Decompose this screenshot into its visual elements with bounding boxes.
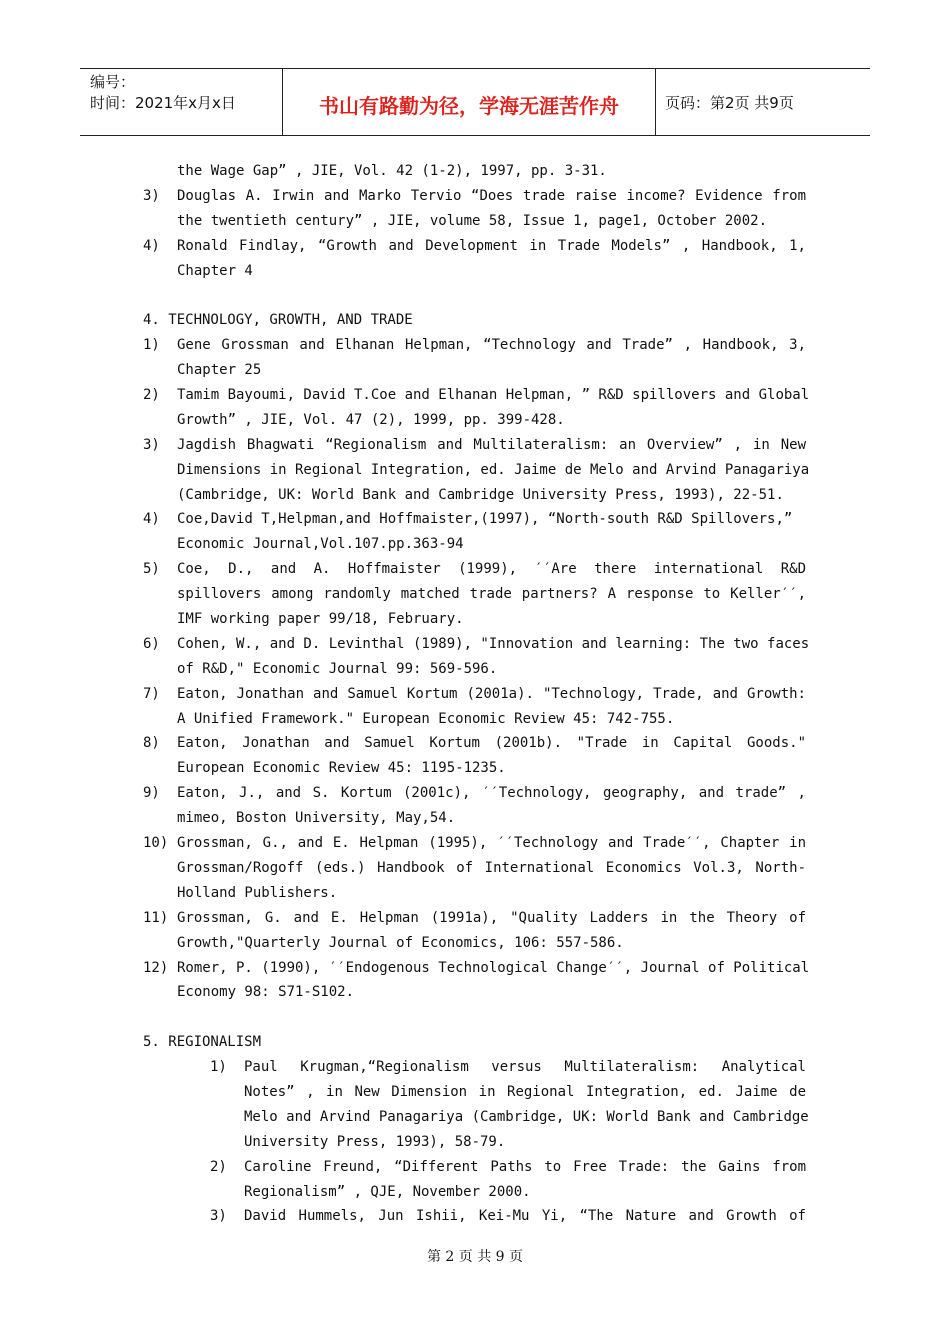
section-title: 5. REGIONALISM <box>143 1034 262 1051</box>
list-item <box>0 632 950 657</box>
reference-text: Eaton, J., and S. Kortum (2001c), ′′Technology, geography, and trade” , <box>177 785 806 802</box>
reference-text: Regionalism” , QJE, November 2000. <box>244 1183 531 1200</box>
item-number: 6) <box>143 635 160 652</box>
item-number: 3) <box>210 1208 227 1225</box>
item-number: 12) <box>143 959 169 976</box>
list-item <box>0 1055 950 1080</box>
reference-text: Douglas A. Irwin and Marko Tervio “Does trade raise income? Evidence from <box>177 187 806 204</box>
reference-text: Melo and Arvind Panagariya (Cambridge, UK: World Bank and Cambridge <box>244 1108 809 1125</box>
reference-text: Economy 98: S71-S102. <box>177 984 355 1001</box>
header-bottom-rule <box>80 135 870 136</box>
reference-text: Eaton, Jonathan and Samuel Kortum (2001b). "Trade in Capital Goods." <box>177 735 806 752</box>
reference-text: Tamim Bayoumi, David T.Coe and Elhanan Helpman, ” R&D spillovers and Global <box>177 387 810 404</box>
reference-text: Grossman/Rogoff (eds.) Handbook of International Economics Vol.3, North- <box>177 859 806 876</box>
section-heading <box>0 308 950 333</box>
text-line <box>0 159 950 184</box>
reference-text: Romer, P. (1990), ′′Endogenous Technological Change′′, Journal of Political <box>177 959 810 976</box>
list-item <box>0 956 950 981</box>
section-heading <box>0 1030 950 1055</box>
item-number: 2) <box>143 387 160 404</box>
text-line <box>0 756 950 781</box>
item-number: 3) <box>143 187 160 204</box>
list-item <box>0 906 950 931</box>
text-line <box>0 358 950 383</box>
item-number: 4) <box>143 511 160 528</box>
text-line <box>0 1080 950 1105</box>
reference-text: A Unified Framework." European Economic Review 45: 742-755. <box>177 710 675 727</box>
text-line <box>0 458 950 483</box>
reference-text: Gene Grossman and Elhanan Helpman, “Technology and Trade” , Handbook, 3, <box>177 337 806 354</box>
reference-text: Economic Journal,Vol.107.pp.363-94 <box>177 536 464 553</box>
reference-text: Growth” , JIE, Vol. 47 (2), 1999, pp. 399-428. <box>177 411 565 428</box>
list-item <box>0 383 950 408</box>
text-line <box>0 707 950 732</box>
reference-text: Dimensions in Regional Integration, ed. Jaime de Melo and Arvind Panagariya <box>177 461 810 478</box>
list-item <box>0 731 950 756</box>
item-number: 10) <box>143 835 169 852</box>
reference-text: European Economic Review 45: 1195-1235. <box>177 760 506 777</box>
item-number: 7) <box>143 685 160 702</box>
list-item <box>0 831 950 856</box>
header-divider-right <box>655 68 656 136</box>
reference-text: Caroline Freund, “Different Paths to Free Trade: the Gains from <box>244 1158 806 1175</box>
list-item <box>0 333 950 358</box>
text-line <box>0 1105 950 1130</box>
reference-text: Eaton, Jonathan and Samuel Kortum (2001a). "Technology, Trade, and Growth: <box>177 685 806 702</box>
text-line <box>0 1180 950 1205</box>
page-footer: 第 2 页 共 9 页 <box>426 1249 524 1265</box>
reference-text: Ronald Findlay, “Growth and Development in Trade Models” , Handbook, 1, <box>177 237 806 254</box>
page-header <box>80 68 870 136</box>
reference-text: Holland Publishers. <box>177 884 338 901</box>
item-number: 9) <box>143 785 160 802</box>
text-line <box>0 607 950 632</box>
header-meta <box>90 72 236 114</box>
reference-text: Chapter 4 <box>177 262 253 279</box>
text-line <box>0 532 950 557</box>
text-line <box>0 209 950 234</box>
reference-text: Coe, D., and A. Hoffmaister (1999), ′′Are there international R&D <box>177 561 806 578</box>
reference-text: Jagdish Bhagwati “Regionalism and Multilateralism: an Overview” , in New <box>177 436 806 453</box>
text-line <box>0 259 950 284</box>
item-number: 1) <box>143 337 160 354</box>
document-time-label: 时间：2021年x月x日 <box>90 94 236 112</box>
text-line <box>0 657 950 682</box>
spacer <box>0 1005 950 1030</box>
item-number: 2) <box>210 1158 227 1175</box>
text-line <box>0 1130 950 1155</box>
text-line <box>0 408 950 433</box>
item-number: 5) <box>143 561 160 578</box>
text-line <box>0 483 950 508</box>
reference-text: of R&D," Economic Journal 99: 569-596. <box>177 660 498 677</box>
list-item <box>0 1155 950 1180</box>
header-motto: 书山有路勤为径，学海无涯苦作舟 <box>319 94 619 118</box>
header-page-info: 页码：第2页 共9页 <box>665 94 794 112</box>
reference-text: Chapter 25 <box>177 362 262 379</box>
reference-list <box>0 159 950 1229</box>
list-item <box>0 781 950 806</box>
text-line <box>0 806 950 831</box>
list-item <box>0 1204 950 1229</box>
reference-text: Notes” , in New Dimension in Regional Integration, ed. Jaime de <box>244 1083 806 1100</box>
item-number: 11) <box>143 909 169 926</box>
reference-text: the Wage Gap” , JIE, Vol. 42 (1-2), 1997, pp. 3-31. <box>177 163 607 179</box>
item-number: 1) <box>210 1059 227 1076</box>
text-line <box>0 931 950 956</box>
list-item <box>0 184 950 209</box>
document-number-label: 编号： <box>90 73 136 91</box>
reference-text: Paul Krugman,“Regionalism versus Multilateralism: Analytical <box>244 1059 806 1076</box>
list-item <box>0 557 950 582</box>
list-item <box>0 234 950 259</box>
reference-text: mimeo, Boston University, May,54. <box>177 810 456 827</box>
reference-text: Growth,"Quarterly Journal of Economics, 106: 557-586. <box>177 934 624 951</box>
list-item <box>0 682 950 707</box>
spacer <box>0 283 950 308</box>
reference-text: Grossman, G. and E. Helpman (1991a), "Quality Ladders in the Theory of <box>177 909 806 926</box>
reference-text: David Hummels, Jun Ishii, Kei-Mu Yi, “The Nature and Growth of <box>244 1208 806 1225</box>
reference-text: IMF working paper 99/18, February. <box>177 611 464 628</box>
reference-text: University Press, 1993), 58-79. <box>244 1133 506 1150</box>
item-number: 4) <box>143 237 160 254</box>
item-number: 3) <box>143 436 160 453</box>
reference-text: spillovers among randomly matched trade partners? A response to Keller′′, <box>177 586 806 603</box>
text-line <box>0 856 950 881</box>
text-line <box>0 980 950 1005</box>
item-number: 8) <box>143 735 160 752</box>
header-top-rule <box>80 68 870 69</box>
section-title: 4. TECHNOLOGY, GROWTH, AND TRADE <box>143 312 413 329</box>
reference-text: Grossman, G., and E. Helpman (1995), ′′Technology and Trade′′, Chapter in <box>177 835 806 852</box>
reference-text: the twentieth century” , JIE, volume 58, Issue 1, page1, October 2002. <box>177 212 768 229</box>
reference-text: Coe,David T,Helpman,and Hoffmaister,(1997), “North-south R&D Spillovers,” <box>177 511 793 528</box>
reference-text: Cohen, W., and D. Levinthal (1989), "Innovation and learning: The two faces <box>177 635 810 652</box>
list-item <box>0 507 950 532</box>
reference-text: (Cambridge, UK: World Bank and Cambridge University Press, 1993), 22-51. <box>177 486 784 503</box>
text-line <box>0 881 950 906</box>
text-line <box>0 582 950 607</box>
list-item <box>0 433 950 458</box>
